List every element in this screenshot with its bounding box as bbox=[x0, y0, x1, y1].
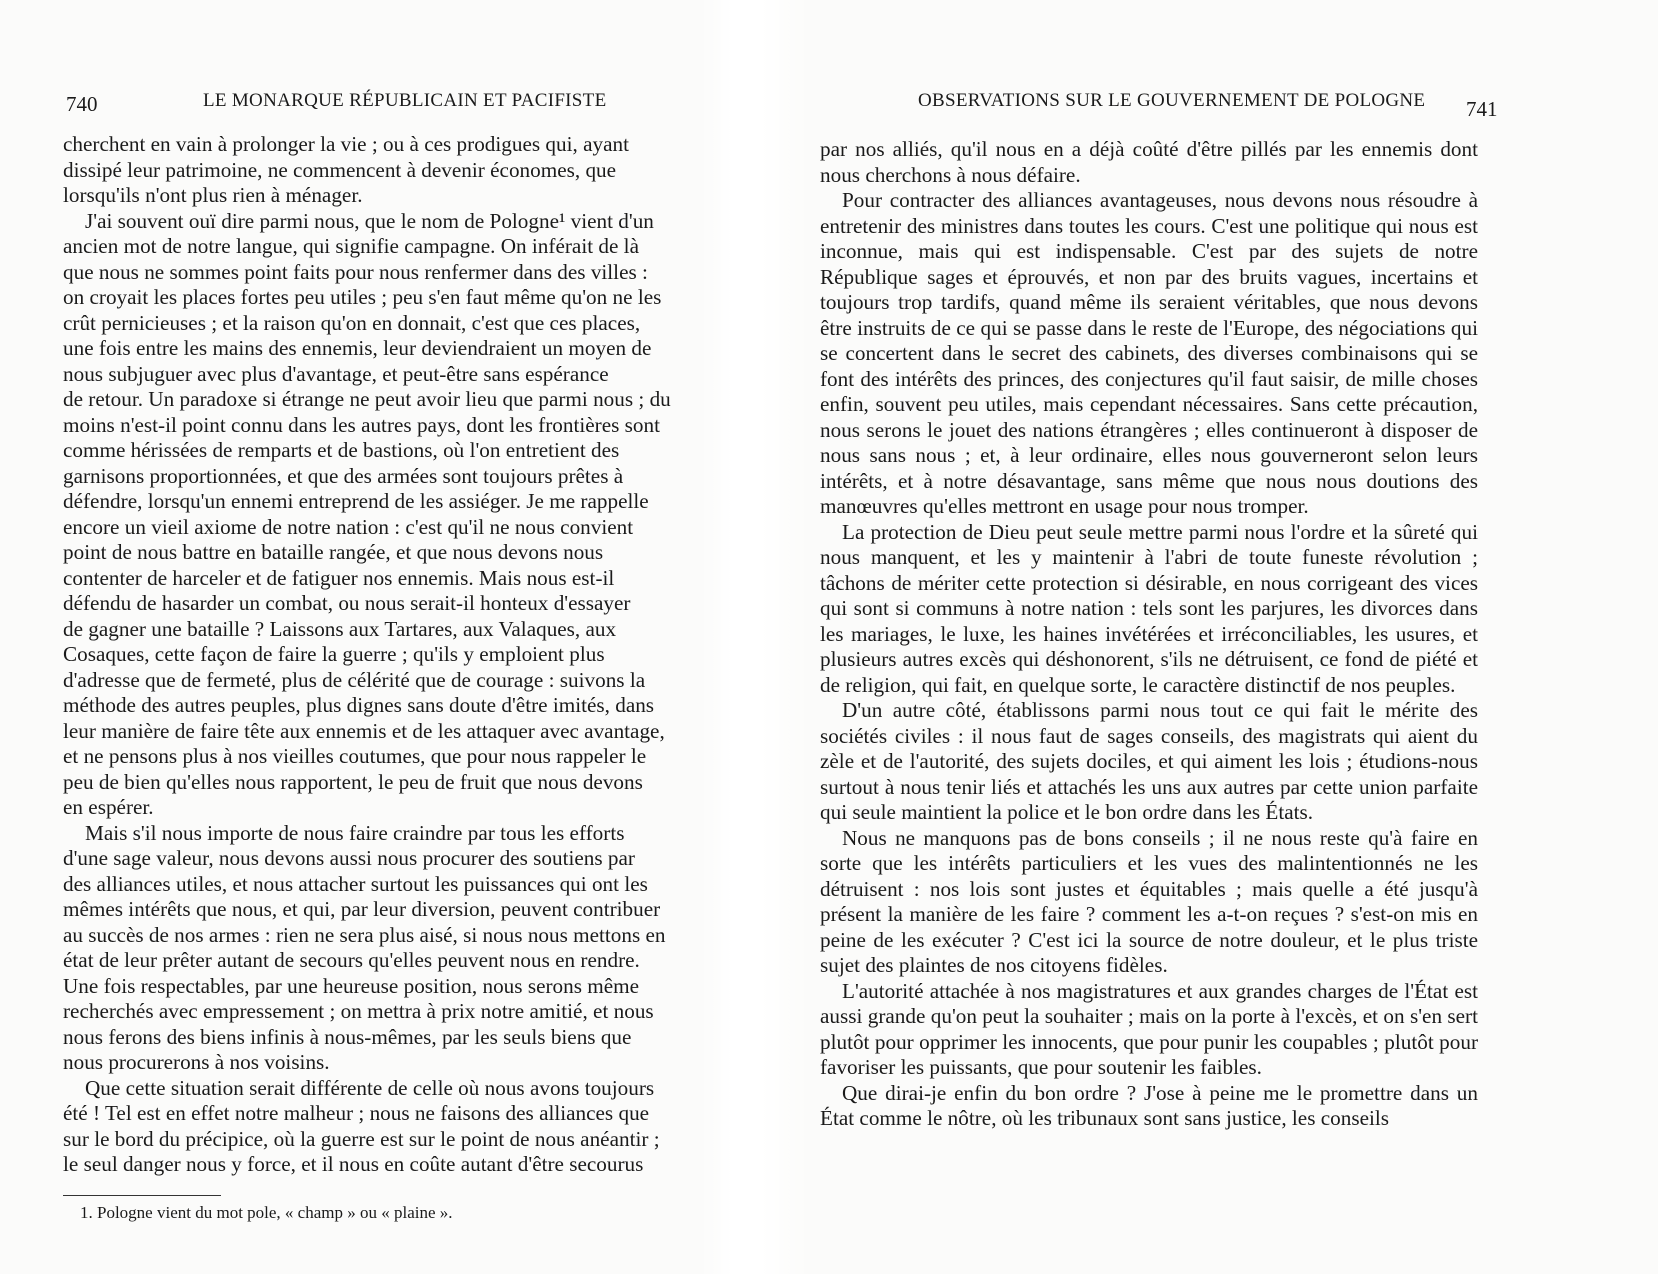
text-line: leur manière de faire tête aux ennemis et de les attaquer avec avantage, bbox=[63, 718, 665, 743]
text-line: cherchent en vain à prolonger la vie ; ou à ces prodigues qui, ayant bbox=[63, 132, 629, 156]
text-line: Que cette situation serait différente de celle où nous avons toujours bbox=[85, 1075, 655, 1100]
paragraph: Que dirai-je enfin du bon ordre ? J'ose à peine me le promettre dans un État comme le nôtre, où les tribunaux sont sans justice, les conseils bbox=[820, 1080, 1478, 1130]
text-line: lorsqu'ils n'ont plus rien à ménager. bbox=[63, 183, 363, 207]
text-line: Mais s'il nous importe de nous faire craindre par tous les efforts bbox=[85, 820, 625, 845]
text-line: garnisons proportionnées, et que des armées sont toujours prêtes à bbox=[63, 463, 624, 488]
text-line: défendre, lorsqu'un ennemi entreprend de les assiéger. Je me rappelle bbox=[63, 489, 649, 513]
text-line: contenter de harceler et de fatiguer nos ennemis. Mais nous est-il bbox=[63, 565, 615, 590]
text-line: au succès de nos armes : rien ne sera plus aisé, si nous nous mettons en bbox=[63, 922, 666, 947]
text-line: peu de bien qu'elles nous rapportent, le peu de fruit que nous devons bbox=[63, 769, 643, 794]
text-line: Cosaques, cette façon de faire la guerre ; qu'ils y emploient plus bbox=[63, 642, 605, 666]
text-line: J'ai souvent ouï dire parmi nous, que le nom de Pologne¹ vient d'un bbox=[85, 208, 654, 233]
text-line: mêmes intérêts que nous, et qui, par leur diversion, peuvent contribuer bbox=[63, 897, 661, 921]
text-line: on croyait les places fortes peu utiles ; peu s'en faut même qu'on ne les bbox=[63, 285, 662, 309]
footnote: 1. Pologne vient du mot pole, « champ » ou « plaine ». bbox=[80, 1203, 453, 1222]
text-line: de retour. Un paradoxe si étrange ne peut avoir lieu que parmi nous ; du bbox=[63, 387, 671, 411]
text-line: de gagner une bataille ? Laissons aux Tartares, aux Valaques, aux bbox=[63, 616, 617, 641]
paragraph: Pour contracter des alliances avantageuses, nous devons nous résoudre à entretenir des ministres dans toutes les cours. C'est une politique qui nous est inconnue, mais qui est indispensable. C'est par des sujets de notre République sages et éprouvés, et non par des bruits vagues, incertains et toujours trop tardifs, quand même ils seraient véritables, que nous devons être instruits de ce qui se passe dans le reste de l'Europe, des négociations qui se concertent dans le secret des cabinets, des diverses combinaisons qui se font des intérêts des princes, des conjectures qu'il faut saisir, de mille choses enfin, souvent peu utiles, mais cependant nécessaires. Sans cette précaution, nous serons le jouet des nations étrangères ; elles continueront à disposer de nous sans nous ; et, à leur ordinaire, elles nous gouverneront selon leurs intérêts, et à notre désavantage, sans même que nous nous doutions des manœuvres qu'elles mettront en usage pour nous tromper. bbox=[820, 188, 1478, 518]
text-line: et ne pensons plus à nos vieilles coutumes, que pour nous rappeler le bbox=[63, 744, 647, 768]
paragraph: D'un autre côté, établissons parmi nous tout ce qui fait le mérite des sociétés civiles : il nous faut de sages conseils, des magistrats qui aient du zèle et de l'autorité, des sujets dociles, et qui aiment les lois ; étudions-nous surtout à nous tenir liés et attachés les uns aux autres par cette union parfaite qui seule maintient la police et le bon ordre dans les États. bbox=[820, 698, 1478, 824]
page-number-left: 740 bbox=[66, 92, 98, 116]
text-line: défendu de hasarder un combat, ou nous serait-il honteux d'essayer bbox=[63, 591, 631, 615]
paragraph: Nous ne manquons pas de bons conseils ; il ne nous reste qu'à faire en sorte que les intérêts particuliers et les vues des malintentionnés ne les détruisent : nos lois sont justes et équitables ; mais quelle a été jusqu'à présent la manière de les faire ? comment les a-t-on reçues ? s'est-on mis en peine de les exécuter ? C'est ici la source de notre douleur, et le plus triste sujet des plaintes de nos citoyens fidèles. bbox=[820, 825, 1478, 977]
paragraph: L'autorité attachée à nos magistratures et aux grandes charges de l'État est aussi grande qu'on peut la souhaiter ; mais on la porte à l'excès, et on s'en sert plutôt pour opprimer les innocents, que pour punir les coupables ; plutôt pour favoriser les puissants, que pour soutenir les faibles. bbox=[820, 978, 1478, 1079]
text-line: ancien mot de notre langue, qui signifie campagne. On inférait de là bbox=[63, 234, 639, 258]
running-head-left: LE MONARQUE RÉPUBLICAIN ET PACIFISTE bbox=[203, 90, 607, 111]
left-page-text bbox=[63, 132, 725, 1178]
text-line: le seul danger nous y force, et il nous en coûte autant d'être secourus bbox=[63, 1152, 644, 1176]
page-number-right: 741 bbox=[1466, 97, 1498, 121]
text-line: encore un vieil axiome de notre nation : c'est qu'il ne nous convient bbox=[63, 514, 634, 539]
right-page-text bbox=[820, 137, 1478, 1132]
running-head-right: OBSERVATIONS SUR LE GOUVERNEMENT DE POLOGNE bbox=[918, 90, 1426, 111]
text-line: sur le bord du précipice, où la guerre est sur le point de nous anéantir ; bbox=[63, 1126, 660, 1151]
text-line: méthode des autres peuples, plus dignes sans doute d'être imités, dans bbox=[63, 693, 655, 717]
text-line: une fois entre les mains des ennemis, leur deviendraient un moyen de bbox=[63, 336, 652, 360]
text-line: été ! Tel est en effet notre malheur ; nous ne faisons des alliances que bbox=[63, 1101, 650, 1125]
paragraph: par nos alliés, qu'il nous en a déjà coûté d'être pillés par les ennemis dont nous cherchons à nous défaire. bbox=[820, 137, 1478, 187]
text-line: nous ferons des biens infinis à nous-mêmes, par les seuls biens que bbox=[63, 1024, 632, 1049]
footnote-rule bbox=[63, 1195, 221, 1196]
text-line: d'adresse que de fermeté, plus de célérité que de courage : suivons la bbox=[63, 667, 646, 692]
left-page bbox=[0, 0, 722, 1274]
text-line: des alliances utiles, et nous attacher surtout les puissances qui ont les bbox=[63, 871, 648, 896]
text-line: nous procurerons à nos voisins. bbox=[63, 1050, 330, 1074]
text-line: d'une sage valeur, nous devons aussi nous procurer des soutiens par bbox=[63, 846, 635, 870]
paragraph: La protection de Dieu peut seule mettre parmi nous l'ordre et la sûreté qui nous manquent, et les y maintenir à l'abri de toute funeste révolution ; tâchons de mériter cette protection si désirable, en nous corrigeant des vices qui sont si communs à notre nation : tels sont les parjures, les divorces dans les mariages, le luxe, les haines invétérées et irréconciliables, les usures, et plusieurs autres excès qui déshonorent, s'ils ne détruisent, ce fond de piété et de religion, qui fait, en quelque sorte, le caractère distinctif de nos peuples. bbox=[820, 519, 1478, 697]
text-line: état de leur prêter autant de secours qu'elles peuvent nous en rendre. bbox=[63, 948, 640, 972]
text-line: dissipé leur patrimoine, ne commencent à devenir économes, que bbox=[63, 157, 617, 182]
text-line: nous subjuguer avec plus d'avantage, et peut-être sans espérance bbox=[63, 361, 609, 386]
text-line: point de nous battre en bataille rangée, et que nous devons nous bbox=[63, 540, 604, 564]
right-page bbox=[768, 0, 1658, 1274]
text-line: comme hérissées de remparts et de bastions, où l'on entretient des bbox=[63, 438, 620, 462]
text-line: recherchés avec empressement ; on mettra à prix notre amitié, et nous bbox=[63, 999, 654, 1023]
text-line: crût pernicieuses ; et la raison qu'on en donnait, c'est que ces places, bbox=[63, 310, 641, 335]
text-line: moins n'est-il point connu dans les autres pays, dont les frontières sont bbox=[63, 412, 660, 437]
text-line: en espérer. bbox=[63, 795, 154, 819]
text-line: Une fois respectables, par une heureuse position, nous serons même bbox=[63, 973, 640, 998]
text-line: que nous ne sommes point faits pour nous renfermer dans des villes : bbox=[63, 259, 648, 284]
